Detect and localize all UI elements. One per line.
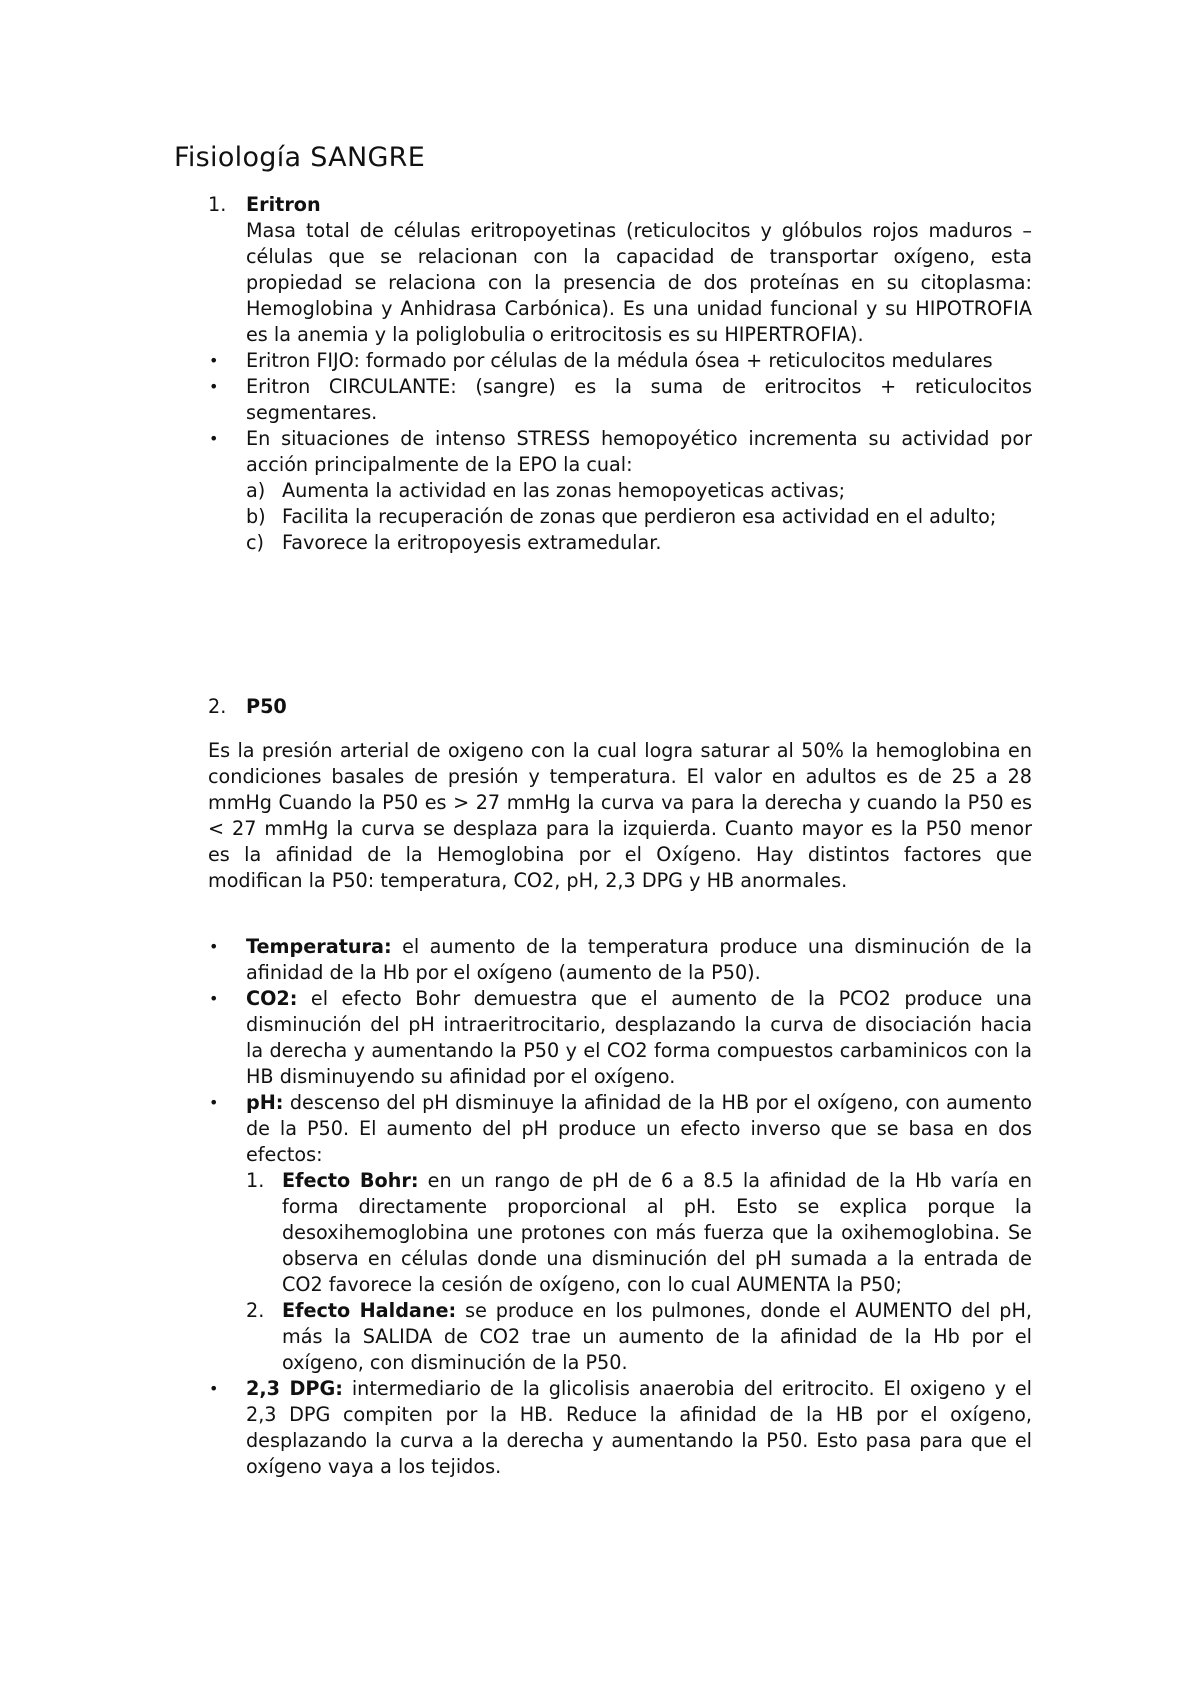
sub-list-text: Favorece la eritropoyesis extramedular. xyxy=(282,531,662,554)
section-p50-heading xyxy=(174,694,1032,720)
effect-item xyxy=(246,1168,1032,1298)
section-number: 2. xyxy=(208,695,227,718)
section-number: 1. xyxy=(208,193,227,216)
effect-text: en un rango de pH de 6 a 8.5 la afinidad de la Hb varía en forma directamente proporcional al pH. Esto se explica porque la desoxihemoglobina une protones con más fuerza que la oxihemoglobina. Se observa en células donde una disminución del pH sumada a la entrada de CO2 favorece la cesión de oxígeno, con lo cual AUMENTA la P50; xyxy=(282,1169,1032,1296)
factor-text: el efecto Bohr demuestra que el aumento de la PCO2 produce una disminución del pH intraeritrocitario, desplazando la curva de disociación hacia la derecha y aumentando la P50 y el CO2 forma compuestos carbaminicos con la HB disminuyendo su afinidad por el oxígeno. xyxy=(246,987,1032,1088)
section-heading-p50 xyxy=(174,694,1032,720)
list-item xyxy=(174,1090,1032,1168)
factor-label: Temperatura: xyxy=(246,935,392,958)
effect-label: Efecto Haldane: xyxy=(282,1299,457,1322)
p50-intro-text: Es la presión arterial de oxigeno con la cual logra saturar al 50% la hemoglobina en condiciones basales de presión y temperatura. El valor en adultos es de 25 a 28 mmHg Cuando la P50 es > 27 mmHg la curva va para la derecha y cuando la P50 es < 27 mmHg la curva se desplaza para la izquierda. Cuanto mayor es la P50 menor es la afinidad de la Hemoglobina por el Oxígeno. Hay distintos factores que modifican la P50: temperatura, CO2, pH, 2,3 DPG y HB anormales. xyxy=(208,739,1032,892)
factor-label: CO2: xyxy=(246,987,298,1010)
list-item xyxy=(174,986,1032,1090)
bullet-text: Eritron FIJO: formado por células de la médula ósea + reticulocitos medulares xyxy=(246,349,993,372)
effect-number: 1. xyxy=(246,1169,265,1192)
factor-text: descenso del pH disminuye la afinidad de la HB por el oxígeno, con aumento de la P50. El aumento del pH produce un efecto inverso que se basa en dos efectos: xyxy=(246,1091,1032,1166)
list-item xyxy=(174,348,1032,374)
sub-list xyxy=(174,478,1032,556)
p50-factors xyxy=(174,934,1032,1480)
sub-list-marker: a) xyxy=(246,479,266,502)
bullet-icon: • xyxy=(209,377,219,396)
sub-list-text: Aumenta la actividad en las zonas hemopoyeticas activas; xyxy=(282,479,846,502)
effect-text: se produce en los pulmones, donde el AUMENTO del pH, más la SALIDA de CO2 trae un aumento de la afinidad de la Hb por el oxígeno, con disminución de la P50. xyxy=(282,1299,1032,1374)
document-title: Fisiología SANGRE xyxy=(174,142,426,173)
p50-intro xyxy=(174,738,1032,894)
bullet-text: En situaciones de intenso STRESS hemopoyético incrementa su actividad por acción principalmente de la EPO la cual: xyxy=(246,427,1032,476)
eritron-definition: Masa total de células eritropoyetinas (reticulocitos y glóbulos rojos maduros – células que se relacionan con la capacidad de transportar oxígeno, esta propiedad se relaciona con la presencia de dos proteínas en su citoplasma: Hemoglobina y Anhidrasa Carbónica). Es una unidad funcional y su HIPOTROFIA es la anemia y la poliglobulia o eritrocitosis es su HIPERTROFIA). xyxy=(246,219,1032,346)
list-item xyxy=(174,374,1032,426)
list-item xyxy=(174,934,1032,986)
bullet-icon: • xyxy=(209,351,219,370)
section-eritron xyxy=(174,192,1032,556)
sub-list-text: Facilita la recuperación de zonas que perdieron esa actividad en el adulto; xyxy=(282,505,997,528)
section-heading: Eritron xyxy=(246,193,321,216)
list-item xyxy=(174,426,1032,478)
bullet-icon: • xyxy=(209,1379,219,1398)
list-item xyxy=(174,1376,1032,1480)
sub-list-item xyxy=(246,478,1032,504)
factor-text: el aumento de la temperatura produce una disminución de la afinidad de la Hb por el oxígeno (aumento de la P50). xyxy=(246,935,1032,984)
effect-item xyxy=(246,1298,1032,1376)
effect-label: Efecto Bohr: xyxy=(282,1169,419,1192)
sub-list-marker: c) xyxy=(246,531,265,554)
sub-list-marker: b) xyxy=(246,505,266,528)
factor-label: pH: xyxy=(246,1091,284,1114)
effects-list xyxy=(174,1168,1032,1376)
factor-text: intermediario de la glicolisis anaerobia del eritrocito. El oxigeno y el 2,3 DPG compiten por la HB. Reduce la afinidad de la HB por el oxígeno, desplazando la curva a la derecha y aumentando la P50. Esto pasa para que el oxígeno vaya a los tejidos. xyxy=(246,1377,1032,1478)
bullet-icon: • xyxy=(209,429,219,448)
bullet-icon: • xyxy=(209,937,219,956)
bullet-icon: • xyxy=(209,989,219,1008)
bullet-text: Eritron CIRCULANTE: (sangre) es la suma de eritrocitos + reticulocitos segmentares. xyxy=(246,375,1032,424)
section-heading-eritron xyxy=(174,192,1032,218)
effect-number: 2. xyxy=(246,1299,265,1322)
bullet-icon: • xyxy=(209,1093,219,1112)
section-heading: P50 xyxy=(246,695,287,718)
factor-label: 2,3 DPG: xyxy=(246,1377,343,1400)
sub-list-item xyxy=(246,504,1032,530)
sub-list-item xyxy=(246,530,1032,556)
